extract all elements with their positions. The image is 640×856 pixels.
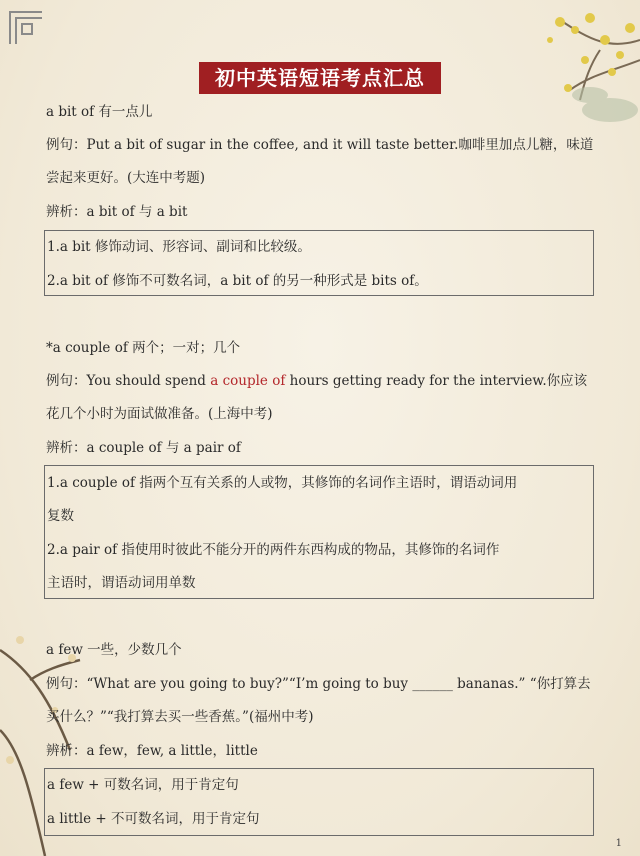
example-sentence-line: [46, 371, 587, 391]
example-text: hours getting ready for the interview.你应该: [285, 373, 588, 389]
analysis-point: 2.a bit of 修饰不可数名词，a bit of 的另一种形式是 bits of。: [47, 273, 428, 289]
analysis-point: 2.a pair of 指使用时彼此不能分开的两件东西构成的物品，其修饰的名词作: [47, 542, 500, 558]
page-title: 初中英语短语考点汇总: [199, 62, 441, 94]
analysis-box: [44, 230, 594, 296]
analysis-heading: 辨析：a bit of 与 a bit: [46, 204, 188, 220]
analysis-heading: 辨析：a few，few, a little，little: [46, 743, 258, 759]
example-sentence-line: 花几个小时为面试做准备。(上海中考): [46, 406, 273, 422]
example-sentence-line: 例句：Put a bit of sugar in the coffee, and it will taste better.咖啡里加点儿糖，味道: [46, 137, 594, 153]
example-sentence-line: 例句：“What are you going to buy?”“I’m going to buy ______ bananas.” “你打算去: [46, 676, 591, 692]
analysis-point: a little + 不可数名词，用于肯定句: [47, 811, 260, 827]
page-number: 1: [615, 838, 622, 849]
phrase-heading-a-couple-of: *a couple of 两个；一对；几个: [46, 340, 241, 356]
analysis-box: [44, 465, 594, 599]
analysis-point: 主语时，谓语动词用单数: [47, 575, 196, 591]
corner-ornament-icon: [8, 10, 44, 46]
example-sentence-line: 买什么？”“我打算去买一些香蕉。”(福州中考): [46, 709, 314, 725]
highlighted-phrase: a couple of: [210, 373, 286, 389]
phrase-heading-a-few: a few 一些，少数几个: [46, 642, 182, 658]
example-sentence-line: 尝起来更好。(大连中考题): [46, 170, 206, 186]
analysis-point: 1.a couple of 指两个互有关系的人或物，其修饰的名词作主语时，谓语动词用: [47, 475, 518, 491]
analysis-heading: 辨析：a couple of 与 a pair of: [46, 440, 241, 456]
analysis-box: [44, 768, 594, 836]
analysis-point: a few + 可数名词，用于肯定句: [47, 777, 239, 793]
analysis-point: 1.a bit 修饰动词、形容词、副词和比较级。: [47, 239, 311, 255]
analysis-point: 复数: [47, 508, 74, 524]
example-text: 例句：You should spend: [46, 373, 211, 389]
phrase-heading-a-bit-of: a bit of 有一点儿: [46, 104, 153, 120]
